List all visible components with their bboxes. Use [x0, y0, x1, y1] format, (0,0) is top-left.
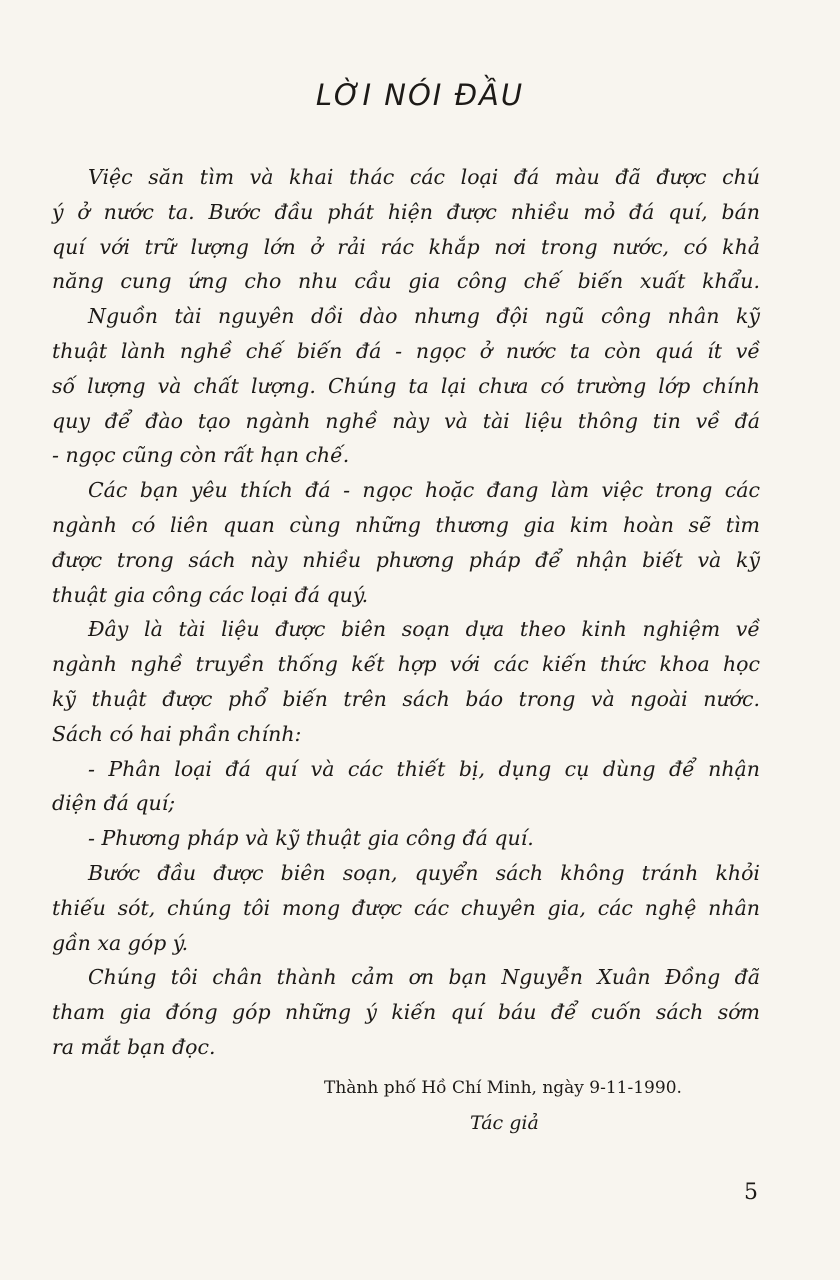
page-number: 5 — [744, 1180, 758, 1205]
preface-body — [52, 160, 760, 1065]
text-line: thuật lành nghề chế biến đá - ngọc ở nước ta còn quá ít về — [52, 338, 760, 363]
signature-author: Tác giả — [470, 1112, 539, 1134]
paragraph-3 — [52, 473, 760, 612]
text-line: ý ở nước ta. Bước đầu phát hiện được nhiều mỏ đá quí, bán — [52, 199, 760, 224]
paragraph-7 — [52, 856, 760, 960]
text-line: gần xa góp ý. — [52, 930, 189, 955]
text-line: Chúng tôi chân thành cảm ơn bạn Nguyễn Xuân Đồng đã — [88, 965, 760, 990]
text-line: Nguồn tài nguyên dồi dào nhưng đội ngũ công nhân kỹ — [88, 304, 760, 329]
text-line: Việc săn tìm và khai thác các loại đá màu đã được chú — [88, 165, 760, 189]
text-line: ra mắt bạn đọc. — [52, 1034, 216, 1059]
text-line: số lượng và chất lượng. Chúng ta lại chưa có trường lớp chính — [52, 373, 760, 398]
text-line: - Phương pháp và kỹ thuật gia công đá quí. — [88, 826, 534, 851]
paragraph-4 — [52, 612, 760, 751]
text-line: Bước đầu được biên soạn, quyển sách không tránh khỏi — [88, 860, 760, 885]
page-title: LỜI NÓI ĐẦU — [315, 78, 525, 112]
text-line: thiếu sót, chúng tôi mong được các chuyên gia, các nghệ nhân — [52, 895, 760, 920]
text-line: ngành có liên quan cùng những thương gia kim hoàn sẽ tìm — [52, 512, 760, 537]
text-line: quí với trữ lượng lớn ở rải rác khắp nơi trong nước, có khả — [52, 234, 760, 259]
text-line: - ngọc cũng còn rất hạn chế. — [52, 443, 350, 468]
text-line: quy để đào tạo ngành nghề này và tài liệu thông tin về đá — [52, 408, 760, 433]
text-line: được trong sách này nhiều phương pháp để nhận biết và kỹ — [52, 547, 760, 572]
paragraph-6 — [88, 821, 760, 856]
text-line: tham gia đóng góp những ý kiến quí báu để cuốn sách sớm — [52, 1000, 760, 1025]
text-line: ngành nghề truyền thống kết hợp với các kiến thức khoa học — [52, 652, 760, 677]
text-line: kỹ thuật được phổ biến trên sách báo trong và ngoài nước. — [52, 686, 760, 711]
text-line: - Phân loại đá quí và các thiết bị, dụng cụ dùng để nhận — [88, 756, 760, 781]
text-line: Các bạn yêu thích đá - ngọc hoặc đang làm việc trong các — [88, 478, 760, 503]
signature-place-date: Thành phố Hồ Chí Minh, ngày 9-11-1990. — [324, 1078, 682, 1098]
paragraph-2 — [52, 299, 760, 473]
paragraph-1 — [52, 160, 760, 299]
text-line: năng cung ứng cho nhu cầu gia công chế biến xuất khẩu. — [52, 269, 760, 294]
text-line: Sách có hai phần chính: — [52, 721, 302, 746]
text-line: diện đá quí; — [52, 791, 176, 816]
paragraph-5 — [52, 752, 760, 822]
text-line: Đây là tài liệu được biên soạn dựa theo kinh nghiệm về — [88, 617, 760, 642]
text-line: thuật gia công các loại đá quý. — [52, 582, 369, 607]
paragraph-8 — [52, 960, 760, 1064]
